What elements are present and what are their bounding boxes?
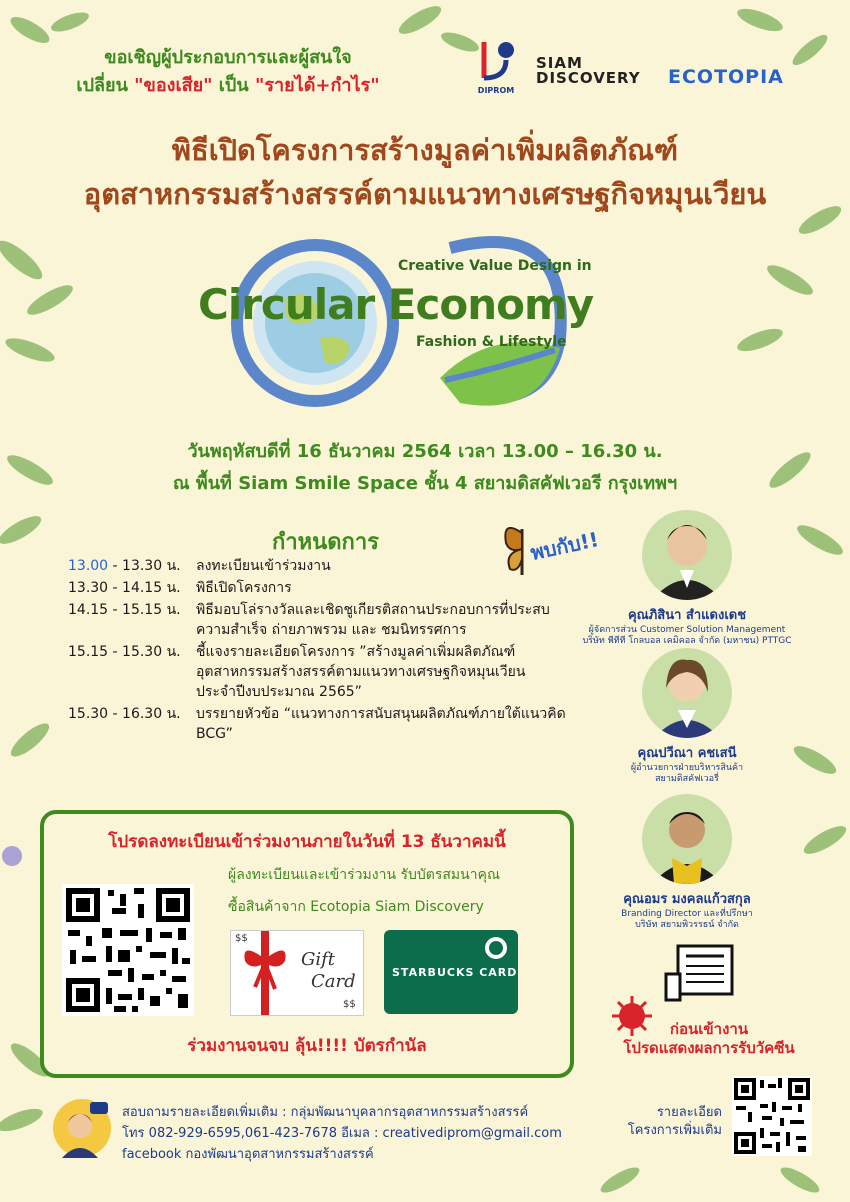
schedule-row: 13.00 - 13.30 น. ลงทะเบียนเข้าร่วมงาน <box>68 558 331 574</box>
schedule-row: 14.15 - 15.15 น. พิธีมอบโล่รางวัลและเชิดชูเกียรติสถานประกอบการที่ประสบความสำเร็จ ถ่ายภาพรวม และ ชมนิทรรศการ <box>68 602 550 638</box>
registration-box <box>40 810 574 1078</box>
invite-line2: เปลี่ยน "ของเสีย" เป็น "รายได้+กำไร" <box>76 75 380 96</box>
speaker-photo <box>642 648 732 738</box>
speaker-company: บริษัท สยามพิวรรธน์ จำกัด <box>635 920 739 930</box>
registration-deadline: โปรดลงทะเบียนเข้าร่วมงานภายในวันที่ 13 ธันวาคมนี้ <box>108 832 506 852</box>
title-line2: อุตสาหกรรมสร้างสรรค์ตามแนวทางเศรษฐกิจหมุนเวียน <box>83 177 767 211</box>
speaker-name: คุณอมร มงคลแก้วสกุล <box>623 892 751 907</box>
speaker-name: คุณภิสินา สำแดงเดช <box>627 608 747 623</box>
speaker-company: สยามดิสคัฟเวอรี่ <box>655 774 719 784</box>
ce-top-text: Creative Value Design in <box>398 258 592 274</box>
gift-card-image: $$ Gift Card $$ <box>230 930 364 1016</box>
diprom-logo-icon <box>476 38 516 84</box>
speaker-position: ผู้จัดการส่วน Customer Solution Management <box>588 625 786 635</box>
more-info-label: รายละเอียด โครงการเพิ่มเติม <box>627 1105 722 1138</box>
event-place: ณ พื้นที่ Siam Smile Space ชั้น 4 สยามดิสคัฟเวอรี กรุงเทพฯ <box>172 473 678 494</box>
speaker-photo <box>642 794 732 884</box>
starbucks-logo-icon <box>484 936 508 960</box>
contact-info <box>122 1102 562 1165</box>
contact-line1: สอบถามรายละเอียดเพิ่มเติม : กลุ่มพัฒนาบุคลากรอุตสาหกรรมสร้างสรรค์ <box>122 1105 529 1120</box>
registration-reward: ผู้ลงทะเบียนและเข้าร่วมงาน รับบัตรสมนาคุณ <box>228 867 500 883</box>
title-line1: พิธีเปิดโครงการสร้างมูลค่าเพิ่มผลิตภัณฑ์ <box>171 133 679 167</box>
event-date-place <box>100 436 750 500</box>
contact-line2: โทร 082-929-6595,061-423-7678 อีเมล : creativediprom@gmail.com <box>122 1126 562 1141</box>
schedule-row: 15.30 - 16.30 น. บรรยายหัวข้อ “แนวทางการสนับสนุนผลิตภัณฑ์ภายใต้แนวคิด BCG” <box>68 706 566 742</box>
speaker-position: ผู้อำนวยการฝ่ายบริหารสินค้า <box>630 763 744 773</box>
event-title <box>20 128 830 216</box>
schedule-title: กำหนดการ <box>272 530 379 555</box>
ce-sub-text: Fashion & Lifestyle <box>416 334 567 350</box>
invitation-text <box>58 44 398 100</box>
diprom-logo: DIPROM <box>468 38 524 104</box>
contact-line3: facebook กองพัฒนาอุตสาหกรรมสร้างสรรค์ <box>122 1147 374 1162</box>
siam-discovery-logo: SIAM DISCOVERY <box>536 54 641 87</box>
vaccine-certificate-icon <box>664 944 734 1004</box>
partner-logos <box>468 38 808 108</box>
ce-main-text: Circular Economy <box>198 280 594 329</box>
vaccine-notice: ก่อนเข้างาน โปรดแสดงผลการรับวัคซีน <box>623 1020 795 1057</box>
event-date: วันพฤหัสบดีที่ 16 ธันวาคม 2564 เวลา 13.00 – 16.30 น. <box>187 441 663 462</box>
lucky-draw-text: ร่วมงานจนจบ ลุ้น!!!! บัตรกำนัล <box>187 1036 427 1056</box>
registration-reward-detail: ซื้อสินค้าจาก Ecotopia Siam Discovery <box>228 899 484 915</box>
speaker-company: บริษัท พีทีที โกลบอล เคมิคอล จำกัด (มหาชน) PTTGC <box>582 636 792 646</box>
meet-label: พบกับ!! <box>528 527 601 565</box>
more-info-qr-code[interactable] <box>732 1076 812 1156</box>
speaker-name: คุณปวีณา คชเสนี <box>637 746 737 761</box>
schedule-list <box>68 556 568 746</box>
contact-person-icon <box>52 1098 112 1160</box>
ecotopia-logo: ECOTOPIA <box>668 66 784 88</box>
speaker-photo <box>642 510 732 600</box>
schedule-row: 15.15 - 15.30 น. ชี้แจงรายละเอียดโครงการ ”สร้างมูลค่าเพิ่มผลิตภัณฑ์อุตสาหกรรมสร้างสรรค์ตามแนวทางเศรษฐกิจหมุนเวียน ประจำปีงบประมาณ 2565” <box>68 644 526 700</box>
schedule-row: 13.30 - 14.15 น. พิธีเปิดโครงการ <box>68 580 292 596</box>
circular-economy-logo <box>190 228 650 428</box>
speaker-card <box>572 648 802 785</box>
registration-qr-code[interactable] <box>62 884 194 1016</box>
speaker-position: Branding Director และที่ปรึกษา <box>621 909 753 919</box>
starbucks-card-image: STARBUCKS CARD <box>384 930 518 1014</box>
invite-line1: ขอเชิญผู้ประกอบการและผู้สนใจ <box>104 47 352 68</box>
speaker-card <box>572 510 802 647</box>
speaker-card <box>572 794 802 931</box>
